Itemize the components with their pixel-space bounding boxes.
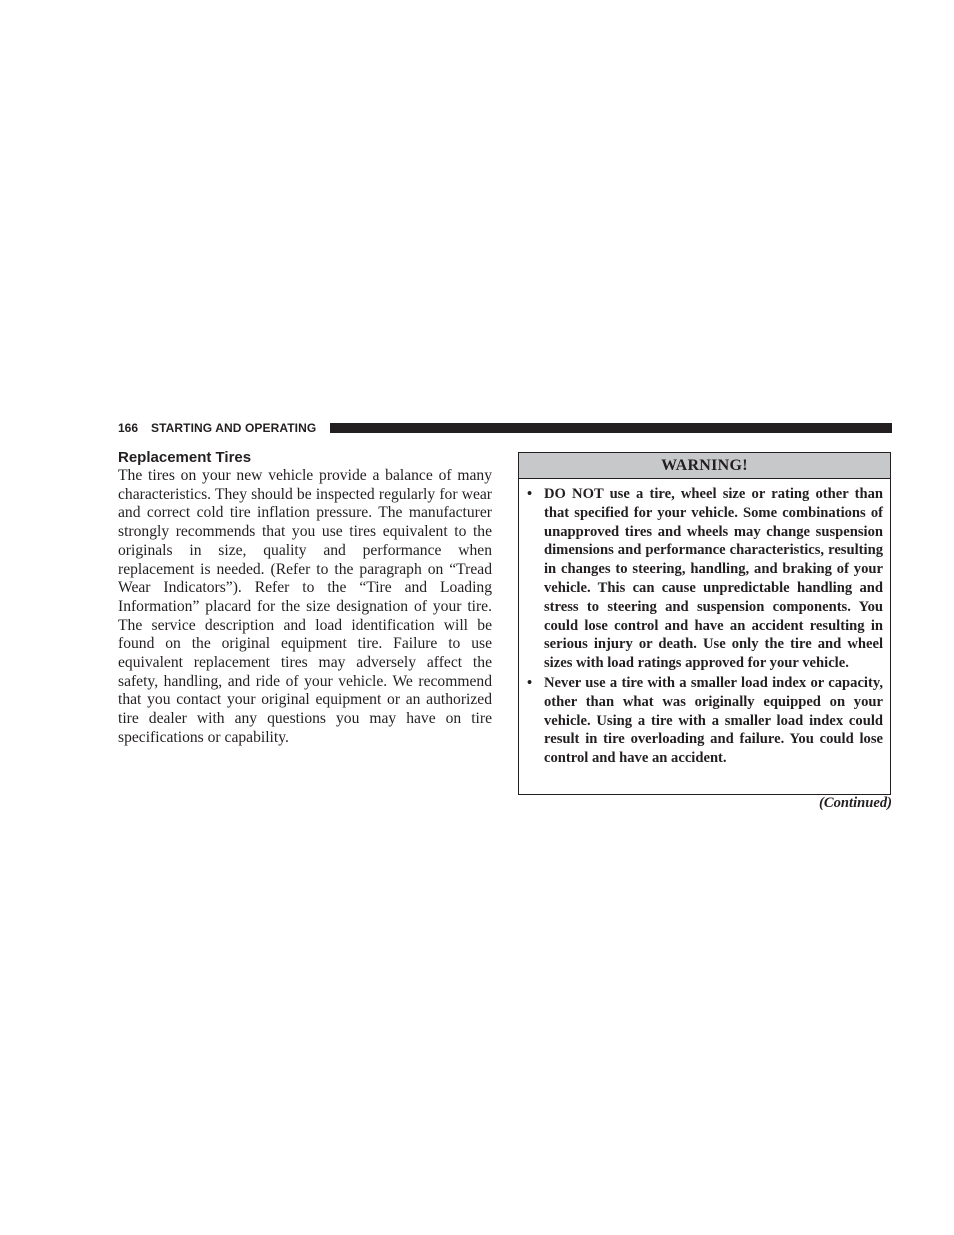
replacement-tires-paragraph: The tires on your new vehicle provide a balance of many characteristics. They should be inspected regularly for wear and correct cold tire inflation pressure. The manufacturer strongly recommends that you use tires equivalent to the originals in size, quality and performance when replacement is needed. (Refer to the paragraph on “Tread Wear Indicators”). Refer to the “Tire and Loading Information” placard for the size designation of your tire. The service description and load identification will be found on the original equipment tire. Failure to use equivalent replacement tires may adversely affect the safety, handling, and ride of your vehicle. We recommend that you contact your original equipment or an authorized tire dealer with any questions you may have on tire specifications or capability.	[118, 467, 492, 746]
replacement-tires-section	[118, 448, 492, 748]
page-header	[118, 420, 892, 436]
section-title: STARTING AND OPERATING	[151, 421, 317, 435]
warning-item-text: Never use a tire with a smaller load index or capacity, other than what was originally equipped on your vehicle. Using a tire with a smaller load index could result in tire overloading and failure. You could lose control and have an accident.	[544, 674, 883, 767]
header-rule	[330, 423, 892, 433]
warning-title: WARNING!	[519, 453, 890, 479]
warning-item	[527, 485, 883, 673]
warning-list	[519, 479, 890, 768]
bullet-icon: •	[527, 674, 533, 691]
warning-item	[527, 674, 883, 768]
bullet-icon: •	[527, 486, 533, 502]
warning-item-text: DO NOT use a tire, wheel size or rating other than that specified for your vehicle. Some combinations of unapproved tires and wheels may change suspension dimensions and performance characteristics, resulting in changes to steering, handling, and braking of your vehicle. This can cause unpredictable handling and stress to steering and suspension components. You could lose control and have an accident resulting in serious injury or death. Use only the tire and wheel sizes with load ratings approved for your vehicle.	[544, 486, 883, 672]
warning-box	[518, 452, 891, 795]
continued-note: (Continued)	[819, 795, 892, 811]
page-number: 166	[118, 421, 139, 435]
replacement-tires-heading: Replacement Tires	[118, 449, 252, 466]
